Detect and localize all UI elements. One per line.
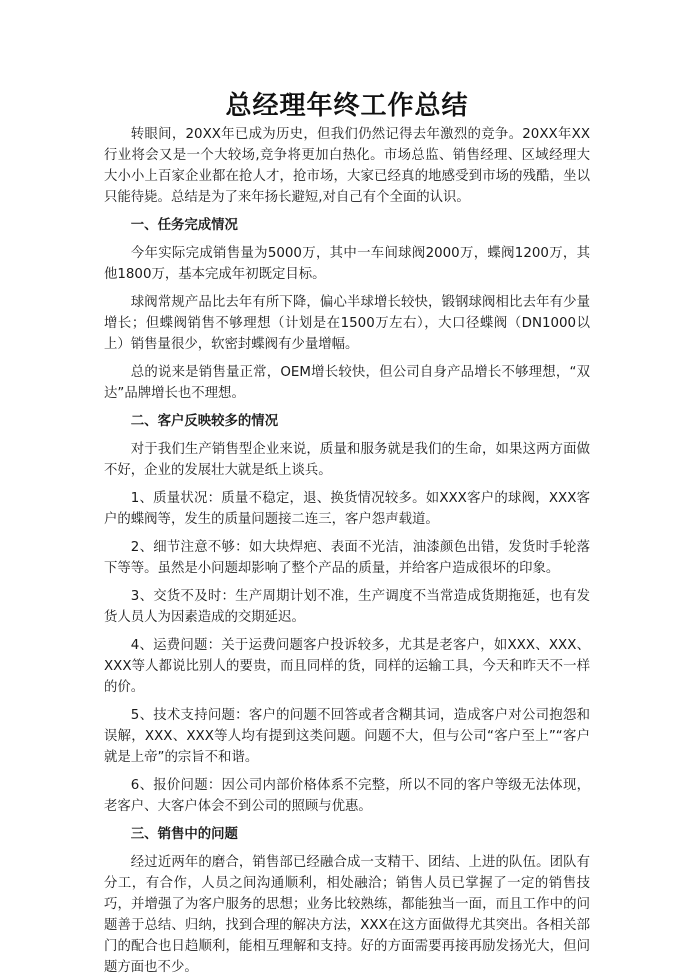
list-item-delivery: 3、交货不及时：生产周期计划不准，生产调度不当常造成货期拖延，也有发货人员人为因素造成的交期延迟。 (104, 589, 590, 625)
section-heading-2: 二、客户反映较多的情况 (130, 414, 279, 429)
list-item-tech-support: 5、技术支持问题：客户的问题不回答或者含糊其词，造成客户对公司抱怨和误解，XXX、XXX等人均有提到这类问题。问题不大，但与公司“客户至上”“客户就是上帝”的宗旨不和谐。 (104, 708, 590, 765)
intro-paragraph: 转眼间，20XX年已成为历史，但我们仍然记得去年激烈的竞争。20XX年XX行业将会又是一个大较场,竞争将更加白热化。市场总监、销售经理、区域经理大大小小上百家企业都在抢人才，抢市场，大家已经真的地感受到市场的残酷，坐以只能待毙。总结是为了来年扬长避短,对自己有个全面的认识。 (104, 127, 590, 205)
paragraph-quality-service: 对于我们生产销售型企业来说，质量和服务就是我们的生命，如果这两方面做不好，企业的发展壮大就是纸上谈兵。 (104, 442, 590, 478)
paragraph-summary: 总的说来是销售量正常，OEM增长较快，但公司自身产品增长不够理想，“双达”品牌增长也不理想。 (104, 365, 590, 401)
section-heading-3: 三、销售中的问题 (130, 827, 238, 842)
paragraph-product-breakdown: 球阀常规产品比去年有所下降，偏心半球增长较快，锻钢球阀相比去年有少量增长；但蝶阀销售不够理想（计划是在1500万左右），大口径蝶阀（DN1000以上）销售量很少，软密封蝶阀有少量增幅。 (104, 295, 590, 352)
document-page (104, 88, 590, 978)
list-item-pricing: 6、报价问题：因公司内部价格体系不完整，所以不同的客户等级无法体现，老客户、大客户体会不到公司的照顾与优惠。 (104, 778, 590, 814)
paragraph-sales-team: 经过近两年的磨合，销售部已经融合成一支精干、团结、上进的队伍。团队有分工，有合作，人员之间沟通顺利，相处融洽；销售人员已掌握了一定的销售技巧，并增强了为客户服务的思想；业务比较熟练，都能独当一面，而且工作中的问题善于总结、归纳，找到合理的解决方法，XXX在这方面做得尤其突出。各相关部门的配合也日趋顺利，能相互理解和支持。好的方面需要再接再励发扬光大，但问题方面也不少。 (104, 855, 590, 975)
list-item-quality: 1、质量状况：质量不稳定，退、换货情况较多。如XXX客户的球阀，XXX客户的蝶阀等，发生的质量问题接二连三，客户怨声载道。 (104, 491, 590, 527)
section-heading-1: 一、任务完成情况 (130, 218, 238, 233)
list-item-freight: 4、运费问题：关于运费问题客户投诉较多，尤其是老客户，如XXX、XXX、XXX等人都说比别人的要贵，而且同样的货，同样的运输工具，今天和昨天不一样的价。 (104, 638, 590, 695)
document-title: 总经理年终工作总结 (225, 91, 469, 121)
list-item-details: 2、细节注意不够：如大块焊疤、表面不光洁，油漆颜色出错，发货时手轮落下等等。虽然是小问题却影响了整个产品的质量，并给客户造成很坏的印象。 (104, 540, 590, 576)
paragraph-sales-volume: 今年实际完成销售量为5000万，其中一车间球阀2000万，蝶阀1200万，其他1800万，基本完成年初既定目标。 (104, 246, 590, 282)
